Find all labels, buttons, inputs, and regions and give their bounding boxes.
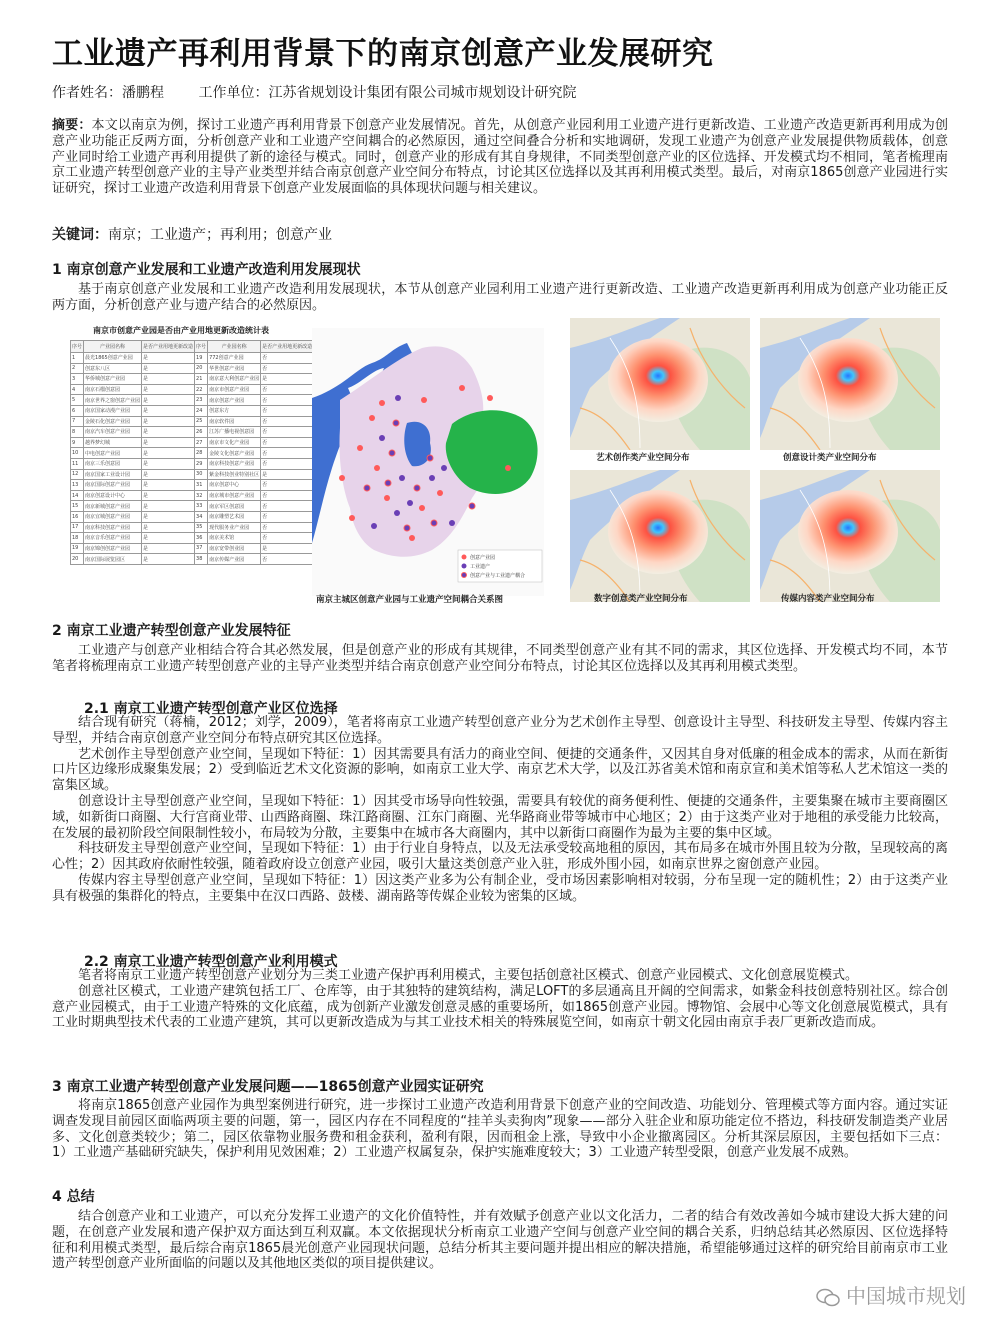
table-cell: 否 bbox=[261, 533, 314, 544]
table-cell: 是 bbox=[142, 416, 195, 427]
table-cell: 是 bbox=[142, 363, 195, 374]
table-cell: 20 bbox=[71, 554, 84, 565]
table-cell: 35 bbox=[195, 522, 208, 533]
table-cell: 20 bbox=[195, 363, 208, 374]
table-cell: 南京石榴创意园 bbox=[84, 384, 142, 395]
table-cell: 23 bbox=[195, 395, 208, 406]
table-cell: 南京宜城创意产业园 bbox=[84, 511, 142, 522]
keywords bbox=[52, 228, 948, 244]
table-row bbox=[71, 458, 314, 469]
map-point bbox=[487, 395, 493, 401]
table-cell: 现代服务业产业园 bbox=[208, 522, 261, 533]
table-row bbox=[71, 501, 314, 512]
table-cell: 是 bbox=[142, 384, 195, 395]
legend-heritage: 工业遗产 bbox=[470, 564, 491, 570]
table-cell: 是 bbox=[142, 554, 195, 565]
table-row bbox=[71, 469, 314, 480]
map-point bbox=[394, 510, 400, 516]
table-row bbox=[71, 437, 314, 448]
map-point bbox=[427, 455, 433, 461]
table-header-cell: 是否产业用地更新改造 bbox=[142, 341, 195, 353]
table-cell: 否 bbox=[261, 554, 314, 565]
heatmap-design bbox=[760, 318, 940, 450]
table-cell: 7 bbox=[71, 416, 84, 427]
heatmap-digital-svg bbox=[570, 470, 750, 602]
map-point bbox=[379, 400, 385, 406]
table-cell: 否 bbox=[261, 480, 314, 491]
legend-coupled: 创意产业与工业遗产耦合 bbox=[470, 573, 526, 579]
table-cell: 南京国际展览园区 bbox=[84, 554, 142, 565]
map-point bbox=[407, 500, 413, 506]
heatmap-media-caption: 传媒内容类产业空间分布 bbox=[781, 594, 875, 604]
table-cell: 26 bbox=[195, 427, 208, 438]
map-point bbox=[429, 475, 435, 481]
table-body bbox=[71, 353, 314, 565]
table-row bbox=[71, 405, 314, 416]
statistics-table bbox=[70, 340, 314, 565]
map-point bbox=[399, 475, 405, 481]
keywords-text: 南京；工业遗产；再利用；创意产业 bbox=[108, 227, 332, 243]
section-2-1-p3: 创意设计主导型创意产业空间，呈现如下特征：1）因其受市场导向性较强，需要具有较优的商务便利性、便捷的交通条件，主要集聚在城市主要商圈区域，如新街口商圈、大行宫商业带、山西路商圈、珠江路商圈、江东门商圈、光华路商业带等城市中心地区；2）由于这类产业对于地租的承受能力比较高，在发展的最初阶段空间限制性较小，布局较为分散，主要集中在城市各大商圈内，其中以新街口商圈作为最为主要的集中区域。 bbox=[52, 793, 948, 841]
coupling-map-figure bbox=[312, 328, 544, 610]
table-title: 南京市创意产业园是否由产业用地更新改造统计表 bbox=[93, 326, 269, 335]
author-affiliation: 工作单位：江苏省规划设计集团有限公司城市规划设计研究院 bbox=[198, 85, 577, 101]
table-row bbox=[71, 533, 314, 544]
table-cell: 否 bbox=[261, 501, 314, 512]
table-cell: 是 bbox=[142, 458, 195, 469]
table-cell: 否 bbox=[261, 458, 314, 469]
map-point bbox=[349, 515, 355, 521]
map-point bbox=[441, 465, 447, 471]
section-2-1-body bbox=[52, 715, 948, 905]
table-cell: 17 bbox=[71, 522, 84, 533]
table-cell: 是 bbox=[142, 511, 195, 522]
table-cell: 南京新城创意产业园 bbox=[84, 501, 142, 512]
table-cell: 南京市文化产业园 bbox=[208, 437, 261, 448]
map-point bbox=[385, 480, 391, 486]
table-cell: 27 bbox=[195, 437, 208, 448]
table-cell: 30 bbox=[195, 469, 208, 480]
table-cell: 越界梦幻城 bbox=[84, 437, 142, 448]
section-4-heading: 4 总结 bbox=[52, 1189, 95, 1205]
section-3-paragraph: 将南京1865创意产业园作为典型案例进行研究，进一步探讨工业遗产改造利用背景下创意产业的空间改造、功能划分、管理模式等方面内容。通过实证调查发现目前园区面临两项主要的问题，第一，园区内存在不同程度的“挂羊头卖狗肉”现象——部分入驻企业和原功能定位不搭边，科技研发制造类产业居多、文化创意类较少；第二，园区依靠物业服务费和租金获利，盈利有限，因而租金上涨，导致中小企业撤离园区。分析其深层原因，主要包括如下三点：1）工业遗产基础研究缺失，保护利用见效困难；2）工业遗产权属复杂，保护实施难度较大；3）工业遗产转型受限，创意产业发展不成熟。 bbox=[52, 1098, 948, 1161]
table-row bbox=[71, 395, 314, 406]
table-cell: 1 bbox=[71, 353, 84, 364]
table-cell: 南京城市创意产业园 bbox=[208, 490, 261, 501]
table-cell: 37 bbox=[195, 543, 208, 554]
legend-marker-heritage bbox=[462, 564, 467, 569]
table-cell: 晨光1865创意产业园 bbox=[84, 353, 142, 364]
table-row bbox=[71, 353, 314, 364]
map-point bbox=[449, 520, 455, 526]
table-cell: 是 bbox=[261, 543, 314, 554]
table-cell: 772创意产业园 bbox=[208, 353, 261, 364]
heatmap-media bbox=[760, 470, 940, 602]
section-2-2-body bbox=[52, 968, 948, 1031]
table-cell: 19 bbox=[71, 543, 84, 554]
table-cell: 否 bbox=[261, 511, 314, 522]
section-4-body bbox=[52, 1209, 948, 1272]
table-cell: 南京科技创意产业园 bbox=[84, 522, 142, 533]
table-cell: 22 bbox=[195, 384, 208, 395]
section-2-1-p2: 艺术创作主导型创意产业空间，呈现如下特征：1）因其需要具有活力的商业空间、便捷的交通条件，又因其自身对低廉的租金成本的需求，从而在新街口片区边缘形成聚集发展；2）受到临近艺术文化资源的影响，如南京工业大学、南京艺术大学，以及江苏省美术馆和南京宣和美术馆等私人艺术馆这一类的富集区域。 bbox=[52, 746, 948, 794]
table-cell: 南京意大利创意产业园 bbox=[208, 374, 261, 385]
table-row bbox=[71, 543, 314, 554]
map-caption: 南京主城区创意产业园与工业遗产空间耦合关系图 bbox=[316, 595, 504, 605]
table-row bbox=[71, 480, 314, 491]
table-cell: 江苏广播电视创意园 bbox=[208, 427, 261, 438]
section-2-2-heading: 2.2 南京工业遗产转型创意产业利用模式 bbox=[84, 954, 338, 970]
table-row bbox=[71, 427, 314, 438]
map-point bbox=[431, 520, 437, 526]
table-row bbox=[71, 384, 314, 395]
heatmap-digital bbox=[570, 470, 750, 602]
table-cell: 否 bbox=[261, 416, 314, 427]
table-header-cell: 序号 bbox=[71, 341, 84, 353]
table-cell: 创意东方 bbox=[208, 405, 261, 416]
table-cell: 南京世界之窗创意产业园 bbox=[84, 395, 142, 406]
table-cell: 19 bbox=[195, 353, 208, 364]
table-cell: 南京软件园 bbox=[208, 416, 261, 427]
table-cell: 32 bbox=[195, 490, 208, 501]
abstract-text: 本文以南京为例，探讨工业遗产再利用背景下创意产业发展情况。首先，从创意产业园利用工业遗产进行更新改造、工业遗产改造更新再利用成为创意产业功能正反两方面，分析创意产业和工业遗产空间耦合的必然原因，通过空间叠合分析和实地调研，发现工业遗产为创意产业发展提供物质载体，创意产业同时给工业遗产再利用提供了新的途径与模式。同时，创意产业的形成有其自身规律，不同类型创意产业的区位选择、开发模式均不相同，笔者梳理南京工业遗产转型创意产业的主导产业类型并结合南京创意产业空间分布特点，讨论其区位选择以及其再利用模式类型。最后，对南京1865创意产业园进行实证研究，探讨工业遗产改造利用背景下创意产业发展面临的具体现状问题与相关建议。 bbox=[52, 118, 948, 197]
map-point bbox=[339, 475, 345, 481]
legend-marker-coupled bbox=[462, 573, 467, 578]
table-cell: 4 bbox=[71, 384, 84, 395]
table-cell: 18 bbox=[71, 533, 84, 544]
map-point bbox=[421, 397, 427, 403]
table-cell: 中电创意产业园 bbox=[84, 448, 142, 459]
table-cell: 否 bbox=[261, 448, 314, 459]
section-2-heading: 2 南京工业遗产转型创意产业发展特征 bbox=[52, 623, 291, 639]
section-2-1-p5: 传媒内容主导型创意产业空间，呈现如下特征：1）因这类产业多为公有制企业，受市场因素影响相对较弱，分布呈现一定的随机性；2）由于这类产业具有极强的集群化的特点，主要集中在汉口西路、鼓楼、湖南路等传媒企业较为密集的区域。 bbox=[52, 872, 948, 904]
table-cell: 25 bbox=[195, 416, 208, 427]
table-cell: 否 bbox=[261, 353, 314, 364]
map-point bbox=[379, 435, 385, 441]
section-2-2-p2: 创意社区模式，工业遗产建筑包括工厂、仓库等，由于其独特的建筑结构，满足LOFT的多层通高且开阔的空间需求，如紫金科技创意特别社区。综合创意产业园模式，由于工业遗产特殊的文化底蕴，成为创新产业激发创意灵感的重要场所，如1865创意产业园。博物馆、会展中心等文化创意展览模式，具有工业时期典型技术代表的工业遗产建筑，其可以更新改造成为与其工业技术相关的特殊展览空间，如南京十朝文化园由南京手表厂更新改造而成。 bbox=[52, 983, 948, 1031]
table-cell: 南京宽带创业园 bbox=[208, 543, 261, 554]
table-cell: 是 bbox=[142, 501, 195, 512]
section-4-paragraph: 结合创意产业和工业遗产，可以充分发挥工业遗产的文化价值特性，并有效赋予创意产业以文化活力，二者的结合有效改善如今城市建设大拆大建的问题，在创意产业发展和遗产保护双方面达到互利双赢。本文依据现状分析南京工业遗产空间与创意产业空间的耦合关系，归纳总结其必然原因、区位选择特征和利用模式类型，最后综合南京1865晨光创意产业园现状问题，总结分析其主要问题并提出相应的解决措施，希望能够通过这样的研究给目前南京市工业遗产转型创意产业所面临的问题以及其他地区类似的项目提供建议。 bbox=[52, 1209, 948, 1272]
map-point bbox=[459, 385, 465, 391]
table-cell: 15 bbox=[71, 501, 84, 512]
table-row bbox=[71, 511, 314, 522]
table-header-cell: 产业园名称 bbox=[208, 341, 261, 353]
table-cell: 16 bbox=[71, 511, 84, 522]
map-point bbox=[389, 450, 395, 456]
table-cell: 南京市创意产业园 bbox=[208, 384, 261, 395]
table-cell: 31 bbox=[195, 480, 208, 491]
table-header-row bbox=[71, 341, 314, 353]
table-row bbox=[71, 554, 314, 565]
table-cell: 金陵石化创意产业园 bbox=[84, 416, 142, 427]
watermark bbox=[816, 1280, 966, 1309]
map-point bbox=[414, 485, 420, 491]
table-row bbox=[71, 416, 314, 427]
statistics-table-figure bbox=[70, 325, 313, 599]
table-cell: 是 bbox=[261, 374, 314, 385]
paper-title: 工业遗产再利用背景下的南京创意产业发展研究 bbox=[52, 36, 714, 72]
table-cell: 否 bbox=[261, 363, 314, 374]
table-cell: 21 bbox=[195, 374, 208, 385]
table-cell: 南京锦创创意产业园 bbox=[84, 543, 142, 554]
table-row bbox=[71, 448, 314, 459]
table-cell: 华侨城创意产业园 bbox=[84, 374, 142, 385]
section-1-paragraph: 基于南京创意产业发展和工业遗产改造利用发展现状，本节从创意产业园利用工业遗产进行更新改造、工业遗产改造更新再利用成为创意产业功能正反两方面，分析创意产业与遗产结合的必然原因。 bbox=[52, 282, 948, 313]
section-2-1-p1: 结合现有研究（蒋楠，2012；刘学，2009），笔者将南京工业遗产转型创意产业分为艺术创作主导型、创意设计主导型、科技研发主导型、传媒内容主导型，并结合南京创意产业空间分布特点研究其区位选择。 bbox=[52, 715, 948, 746]
table-cell: 9 bbox=[71, 437, 84, 448]
table-cell: 6 bbox=[71, 405, 84, 416]
table-cell: 紫金科技创业特别社区 bbox=[208, 469, 261, 480]
table-row bbox=[71, 363, 314, 374]
table-cell: 南京创意产业园 bbox=[208, 395, 261, 406]
table-cell: 是 bbox=[142, 374, 195, 385]
section-2-1-heading: 2.1 南京工业遗产转型创意产业区位选择 bbox=[84, 701, 338, 717]
table-cell: 华世创意产业园 bbox=[208, 363, 261, 374]
map-point bbox=[395, 395, 401, 401]
table-cell: 否 bbox=[261, 405, 314, 416]
map-point bbox=[409, 535, 415, 541]
table-cell: 28 bbox=[195, 448, 208, 459]
map-point bbox=[371, 523, 377, 529]
author-line bbox=[52, 82, 576, 102]
heatmap-media-svg bbox=[760, 470, 940, 602]
abstract bbox=[52, 118, 948, 197]
table-cell: 否 bbox=[261, 395, 314, 406]
keywords-label: 关键词： bbox=[52, 227, 108, 243]
table-cell: 36 bbox=[195, 533, 208, 544]
map-point bbox=[419, 505, 425, 511]
map-point bbox=[357, 445, 363, 451]
heatmap-design-caption: 创意设计类产业空间分布 bbox=[783, 453, 877, 463]
table-cell: 否 bbox=[261, 437, 314, 448]
table-header-cell: 是否产业用地更新改造 bbox=[261, 341, 314, 353]
heatmap-digital-caption: 数字创意类产业空间分布 bbox=[594, 594, 688, 604]
table-cell: 南京科技创意产业园 bbox=[208, 458, 261, 469]
section-2-1-p4: 科技研发主导型创意产业空间，呈现如下特征：1）由于行业自身特点，以及无法承受较高地租的原因，其布局多在城市外围且较为分散，呈现较高的离心性；2）因其政府依耐性较强，随着政府设立创意产业园，吸引大量这类创意产业入驻，形成外围小园，如南京世界之窗创意产业园。 bbox=[52, 841, 948, 873]
table-cell: 是 bbox=[142, 437, 195, 448]
table-cell: 是 bbox=[142, 427, 195, 438]
table-row bbox=[71, 374, 314, 385]
map-point bbox=[437, 490, 443, 496]
map-point bbox=[505, 465, 511, 471]
heatmap-art-caption: 艺术创作类产业空间分布 bbox=[596, 453, 690, 463]
section-3-body bbox=[52, 1098, 948, 1161]
section-2-2-p1: 笔者将南京工业遗产转型创意产业划分为三类工业遗产保护再利用模式，主要包括创意社区模式、创意产业园模式、文化创意展览模式。 bbox=[78, 968, 859, 983]
table-cell: 是 bbox=[142, 543, 195, 554]
table-cell: 南京创意设计中心 bbox=[84, 490, 142, 501]
table-cell: 是 bbox=[142, 395, 195, 406]
table-cell: 南京国家动漫产业园 bbox=[84, 405, 142, 416]
table-cell: 是 bbox=[142, 405, 195, 416]
section-1-heading: 1 南京创意产业发展和工业遗产改造利用发展现状 bbox=[52, 262, 361, 278]
table-cell: 2 bbox=[71, 363, 84, 374]
map-point bbox=[393, 420, 399, 426]
table-cell: 12 bbox=[71, 469, 84, 480]
table-cell: 是 bbox=[142, 480, 195, 491]
legend-marker-creative bbox=[462, 555, 467, 560]
table-cell: 13 bbox=[71, 480, 84, 491]
table-cell: 3 bbox=[71, 374, 84, 385]
map-point bbox=[369, 415, 375, 421]
table-cell: 南京汽车创意产业园 bbox=[84, 427, 142, 438]
table-cell: 南京国家工业设计园 bbox=[84, 469, 142, 480]
table-cell: 是 bbox=[142, 469, 195, 480]
table-cell: 是 bbox=[142, 490, 195, 501]
table-cell: 5 bbox=[71, 395, 84, 406]
table-cell: 38 bbox=[195, 554, 208, 565]
abstract-label: 摘要： bbox=[52, 118, 92, 133]
table-cell: 10 bbox=[71, 448, 84, 459]
table-cell: 否 bbox=[261, 384, 314, 395]
table-cell: 否 bbox=[261, 427, 314, 438]
heatmap-design-svg bbox=[760, 318, 940, 450]
table-cell: 是 bbox=[142, 533, 195, 544]
section-2-body bbox=[52, 643, 948, 675]
heatmap-art-svg bbox=[570, 318, 750, 450]
wechat-icon bbox=[816, 1288, 840, 1308]
coupling-map bbox=[312, 328, 544, 596]
map-point bbox=[469, 503, 475, 509]
table-cell: 14 bbox=[71, 490, 84, 501]
map-point bbox=[404, 525, 410, 531]
table-cell: 南京创意中心 bbox=[208, 480, 261, 491]
table-cell: 南京音乐创意产业园 bbox=[84, 533, 142, 544]
map-point bbox=[364, 485, 370, 491]
section-3-heading: 3 南京工业遗产转型创意产业发展问题——1865创意产业园实证研究 bbox=[52, 1079, 484, 1095]
map-point bbox=[374, 465, 380, 471]
table-header-cell: 序号 bbox=[195, 341, 208, 353]
section-1-body bbox=[52, 282, 948, 314]
table-cell: 是 bbox=[142, 522, 195, 533]
table-cell: 否 bbox=[261, 490, 314, 501]
table-row bbox=[71, 522, 314, 533]
table-cell: 金陵文化创意产业园 bbox=[208, 448, 261, 459]
table-cell: 29 bbox=[195, 458, 208, 469]
map-point bbox=[384, 495, 390, 501]
table-header-cell: 产业园名称 bbox=[84, 341, 142, 353]
table-cell: 是 bbox=[261, 469, 314, 480]
table-cell: 否 bbox=[261, 522, 314, 533]
legend-creative: 创意产业园 bbox=[470, 555, 496, 561]
table-cell: 是 bbox=[142, 448, 195, 459]
table-cell: 南京国际创意产业园 bbox=[84, 480, 142, 491]
author-name: 作者姓名：潘鹏程 bbox=[52, 85, 164, 101]
table-cell: 34 bbox=[195, 511, 208, 522]
table-cell: 南京美术馆 bbox=[208, 533, 261, 544]
watermark-text: 中国城市规划 bbox=[846, 1284, 966, 1308]
table-cell: 是 bbox=[142, 353, 195, 364]
table-cell: 南京传媒产业园 bbox=[208, 554, 261, 565]
heatmap-art bbox=[570, 318, 750, 450]
table-cell: 南京雕塑艺术园 bbox=[208, 511, 261, 522]
table-cell: 8 bbox=[71, 427, 84, 438]
table-cell: 11 bbox=[71, 458, 84, 469]
table-cell: 24 bbox=[195, 405, 208, 416]
table-row bbox=[71, 490, 314, 501]
table-cell: 南京军区创意园 bbox=[208, 501, 261, 512]
section-2-paragraph: 工业遗产与创意产业相结合符合其必然发展，但是创意产业的形成有其规律，不同类型创意产业有其不同的需求，其区位选择、开发模式均不同，本节笔者将梳理南京工业遗产转型创意产业的主导产业类型并结合南京创意产业空间分布特点，讨论其区位选择以及其再利用模式类型。 bbox=[52, 643, 948, 674]
table-cell: 创意东八区 bbox=[84, 363, 142, 374]
table-cell: 南京三乐创意园 bbox=[84, 458, 142, 469]
table-cell: 33 bbox=[195, 501, 208, 512]
